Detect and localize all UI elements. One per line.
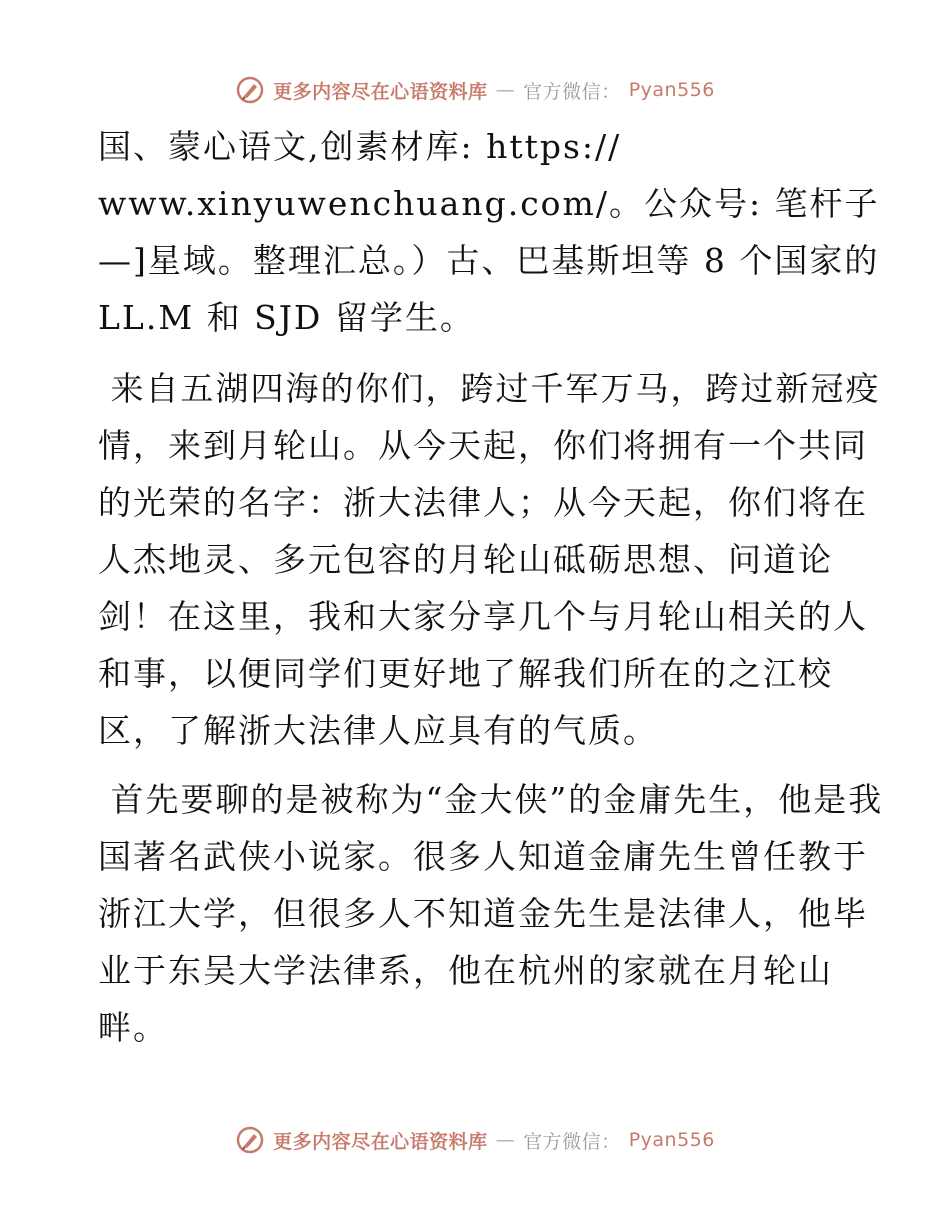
- banner-separator: —: [495, 1129, 516, 1151]
- header-watermark-banner: [0, 70, 950, 110]
- banner-separator: —: [495, 79, 516, 101]
- paragraph-3: 首先要聊的是被称为“金大侠”的金庸先生，他是我国著名武侠小说家。很多人知道金庸先生曾任教于浙江大学，但很多人不知道金先生是法律人，他毕业于东吴大学法律系，他在杭州的家就在月轮山畔。: [98, 780, 884, 1047]
- pen-logo-icon: [235, 75, 265, 105]
- paragraph-2: 来自五湖四海的你们，跨过千军万马，跨过新冠疫情，来到月轮山。从今天起，你们将拥有一个共同的光荣的名字：浙大法律人；从今天起，你们将在人杰地灵、多元包容的月轮山砥砺思想、问道论剑！在这里，我和大家分享几个与月轮山相关的人和事，以便同学们更好地了解我们所在的之江校区，了解浙大法律人应具有的气质。: [98, 369, 881, 750]
- pen-logo-icon: [235, 1125, 265, 1155]
- document-body: [98, 118, 888, 1068]
- banner-wechat-id: Pyan556: [628, 1129, 715, 1151]
- banner-text: 更多内容尽在心语资料库: [273, 80, 488, 103]
- paragraph-1: 国、蒙心语文,创素材库: https:// www.xinyuwenchuang.com/。公众号: 笔杆子—]星域。整理汇总。）古、巴基斯坦等 8 个国家的 LL.M 和 SJD 留学生。: [98, 127, 880, 337]
- banner-text: 更多内容尽在心语资料库: [273, 1130, 488, 1153]
- banner-wechat-id: Pyan556: [628, 79, 715, 101]
- banner-wechat-label: 官方微信：: [523, 1130, 621, 1153]
- footer-watermark-banner: [0, 1120, 950, 1160]
- banner-wechat-label: 官方微信：: [523, 80, 621, 103]
